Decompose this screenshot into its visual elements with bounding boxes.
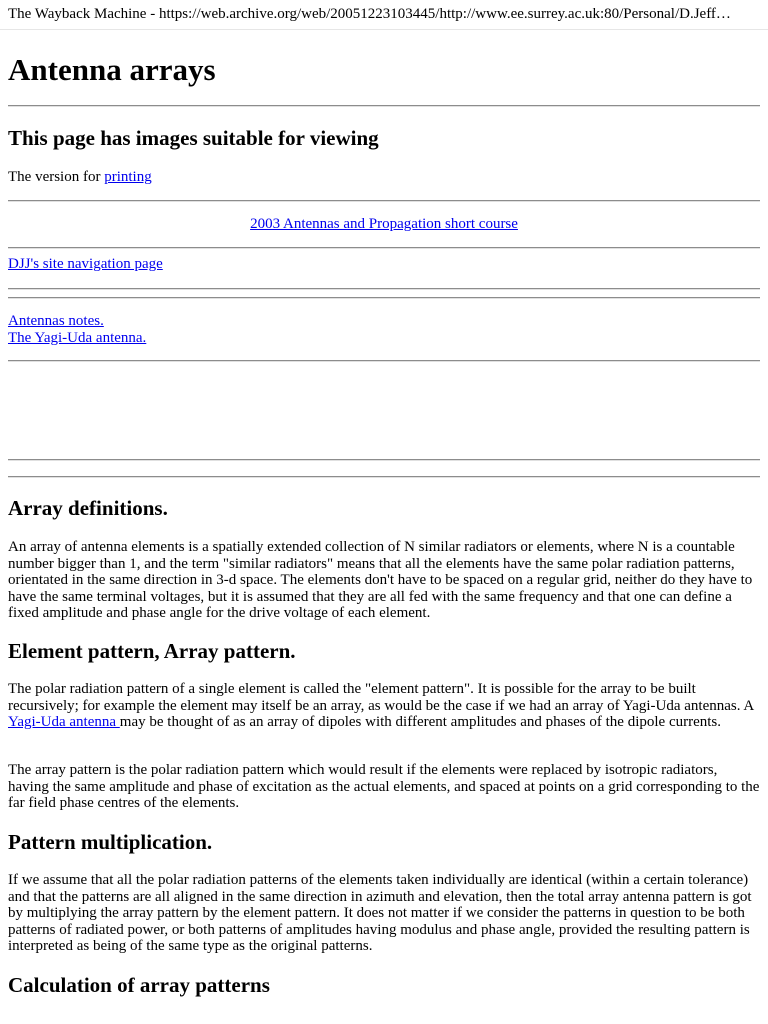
divider (8, 247, 760, 249)
nav-line (8, 256, 760, 273)
array-definitions-paragraph: An array of antenna elements is a spatially extended collection of N similar radiators or elements, where N is a countable number bigger than 1, and the term "similar radiators" means that all the elements have the same polar radiation patterns, orientated in the same direction in 3-d space. The elements don't have to be spaced on a regular grid, neither do they have to have the same terminal voltages, but it is assumed that they are all fed with the same frequency and that one can define a fixed amplitude and phase angle for the drive voltage of each element. (8, 539, 753, 621)
section-heading-pattern-multiplication: Pattern multiplication. (8, 830, 213, 854)
divider (8, 288, 760, 290)
course-line (8, 216, 760, 233)
section-heading-calculation: Calculation of array patterns (8, 973, 270, 997)
related-links (8, 313, 760, 346)
images-heading: This page has images suitable for viewing (8, 126, 379, 150)
version-text: The version for (8, 169, 105, 185)
element-pattern-text-before: The polar radiation pattern of a single element is called the "element pattern". It is possible for the array to be built recursively; for example the element may itself be an array, as would be the case if we had an array of Yagi-Uda antennas. A (8, 681, 754, 714)
section-heading-array-definitions: Array definitions. (8, 496, 168, 520)
yagi-uda-inline-link[interactable]: Yagi-Uda antenna (8, 714, 120, 730)
section-heading-element-pattern: Element pattern, Array pattern. (8, 639, 296, 663)
yagi-uda-link[interactable]: The Yagi-Uda antenna. (8, 329, 147, 346)
divider (8, 297, 760, 299)
divider (8, 360, 760, 362)
divider (8, 476, 760, 478)
element-pattern-text-after: may be thought of as an array of dipoles with different amplitudes and phases of the dipole currents. (119, 714, 722, 730)
window-title: The Wayback Machine - https://web.archive.org/web/20051223103445/http://www.ee.surrey.ac.uk:80/Personal/D.Jeff… (0, 0, 768, 30)
divider (8, 105, 760, 107)
divider (8, 459, 760, 461)
element-pattern-paragraph-1 (8, 681, 760, 731)
divider (8, 200, 760, 202)
antennas-notes-link[interactable]: Antennas notes. (8, 313, 104, 329)
version-line (8, 169, 760, 186)
site-navigation-link[interactable]: DJJ's site navigation page (8, 256, 163, 272)
pattern-multiplication-paragraph: If we assume that all the polar radiation patterns of the elements taken individually are identical (within a certain tolerance) and that the patterns are all aligned in the same direction in azimuth and elevation, then the total array antenna pattern is got by multiplying the array pattern by the element pattern. It does not matter if we consider the patterns in question to be both patterns of radiated power, or both patterns of amplitudes having modulus and phase angle, provided the resulting pattern is interpreted as being of the same type as the original patterns. (8, 872, 752, 954)
course-link[interactable]: 2003 Antennas and Propagation short course (250, 216, 518, 232)
page-title: Antenna arrays (8, 52, 216, 87)
element-pattern-paragraph-2: The array pattern is the polar radiation pattern which would result if the elements were replaced by isotropic radiators, having the same amplitude and phase of excitation as the actual elements, and spaced at points on a grid corresponding to the far field phase centres of the elements. (8, 762, 760, 811)
printing-link[interactable]: printing (104, 169, 152, 185)
